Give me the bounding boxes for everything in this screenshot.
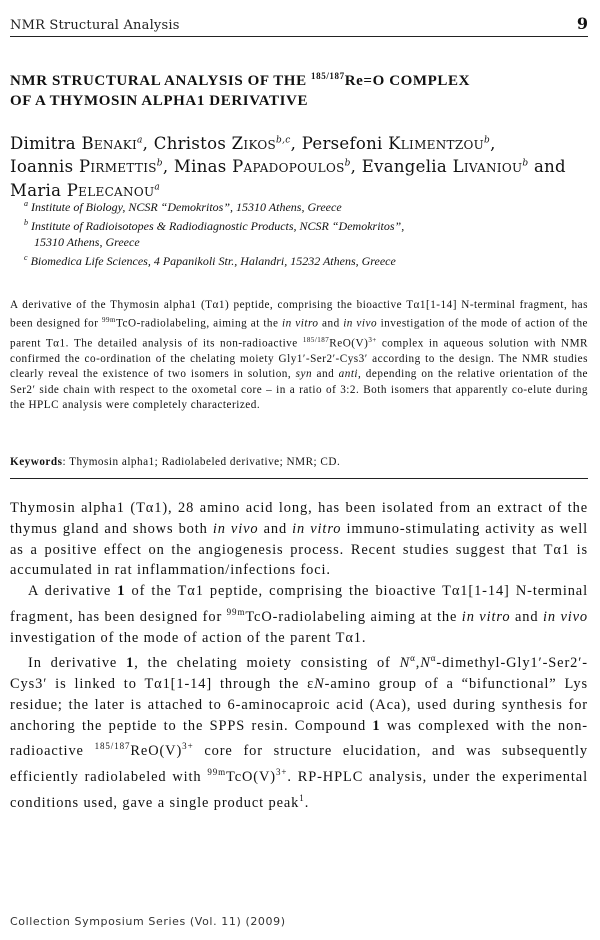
section-divider xyxy=(10,478,588,479)
paragraph-1: Thymosin alpha1 (Tα1), 28 amino acid long, has been isolated from an extract of the thymus gland and shows both in vivo and in vitro immuno-stimulating activity as well as a positive effect on the angiogenesis process. Recent studies suggest that Tα1 is accumulated in rat inflammation/infections foci. xyxy=(10,500,588,579)
abstract: A derivative of the Thymosin alpha1 (Tα1) peptide, comprising the bioactive Tα1[1-14] N-terminal fragment, has been designed for $^{99m}$TcO-radiolabeling, aiming at the in vitro and in vivo investigation of the mode of action of the parent Tα1. The detailed analysis of its non-radioactive $^{185/187}ReO(V)^{3+}$ complex in aqueous solution with NMR confirmed the co-ordination of the chelating moiety Gly1′-Ser2′-Cys3′ according to the design. The NMR studies clearly reveal the existence of two isomers in solution, syn and anti, depending on the relative orientation of the Ser2′ side chain with respect to the oxometal core – in a ratio of 3:2. Both isomers that apparently co-elute during the HPLC analysis were completely characterized. xyxy=(10,299,589,411)
affiliation-b: $^b$ Institute of Radioisotopes & Radiodiagnostic Products, NCSR “Demokritos”, xyxy=(24,218,405,233)
author: Minas Papadopoulos$^b$, xyxy=(173,157,362,176)
author-list xyxy=(10,130,580,201)
affiliation-b-cont: 15310 Athens, Greece xyxy=(34,235,140,249)
title-sup: 185/187 xyxy=(311,71,345,81)
author: Dimitra Benaki$^a$, xyxy=(10,133,154,153)
title-line2: OF A THYMOSIN ALPHA1 DERIVATIVE xyxy=(10,93,309,109)
page-footer: Collection Symposium Series (Vol. 11) (2009) xyxy=(10,915,286,928)
page-number: 9 xyxy=(576,14,588,33)
running-title: NMR Structural Analysis xyxy=(10,18,180,33)
affiliations xyxy=(24,196,584,269)
author: Maria Pelecanou$^a$ xyxy=(10,180,161,200)
main-text xyxy=(10,498,588,813)
author: Christos Zikos$^{b,c}$, xyxy=(153,133,302,153)
paragraph-3: In derivative 1, the chelating moiety consisting of $N^\alpha,N^\alpha-dimethyl-Gly1'-Ser2'-Cys3'$ is linked to Tα1[1-14] through the εN-amino group of a “bifunctional” Lys residue; the later is attached to 6-aminocaproic acid (Aca), used during synthesis for anchoring the peptide to the SPPS resin. Compound 1 was complexed with the non-radioactive $^{185/187}ReO(V)^{3+}$ core for structure elucidation, and was subsequently efficiently radiolabeled with $^{99m}TcO(V)^{3+}$. RP-HPLC analysis, under the experimental conditions used, gave a single product peak$^1$. xyxy=(10,653,589,811)
keywords-text: : Thymosin alpha1; Radiolabeled derivative; NMR; CD. xyxy=(62,456,341,468)
paragraph-2: A derivative 1 of the Tα1 peptide, comprising the bioactive Tα1[1-14] N-terminal fragment, has been designed for $^{99m}$TcO-radiolabeling aiming at the in vitro and in vivo investigation of the mode of action of the parent Tα1. xyxy=(10,583,589,646)
keywords xyxy=(10,456,588,468)
author: Ioannis Pirmettis$^b$, xyxy=(10,157,174,176)
author: Evangelia Livaniou$^b$ and xyxy=(361,157,566,176)
keywords-label: Keywords xyxy=(10,456,63,468)
author: Persefoni Klimentzou$^b$, xyxy=(301,133,496,153)
title-part1: NMR STRUCTURAL ANALYSIS OF THE xyxy=(10,73,312,89)
title-part2: Re=O COMPLEX xyxy=(344,73,471,89)
running-header xyxy=(10,14,588,37)
affiliation-c: $^c$ Biomedica Life Sciences, 4 Papanikoli Str., Halandri, 15232 Athens, Greece xyxy=(24,253,396,268)
affiliation-a: $^a$ Institute of Biology, NCSR “Demokritos”, 15310 Athens, Greece xyxy=(24,199,342,214)
paper-title xyxy=(10,66,570,111)
